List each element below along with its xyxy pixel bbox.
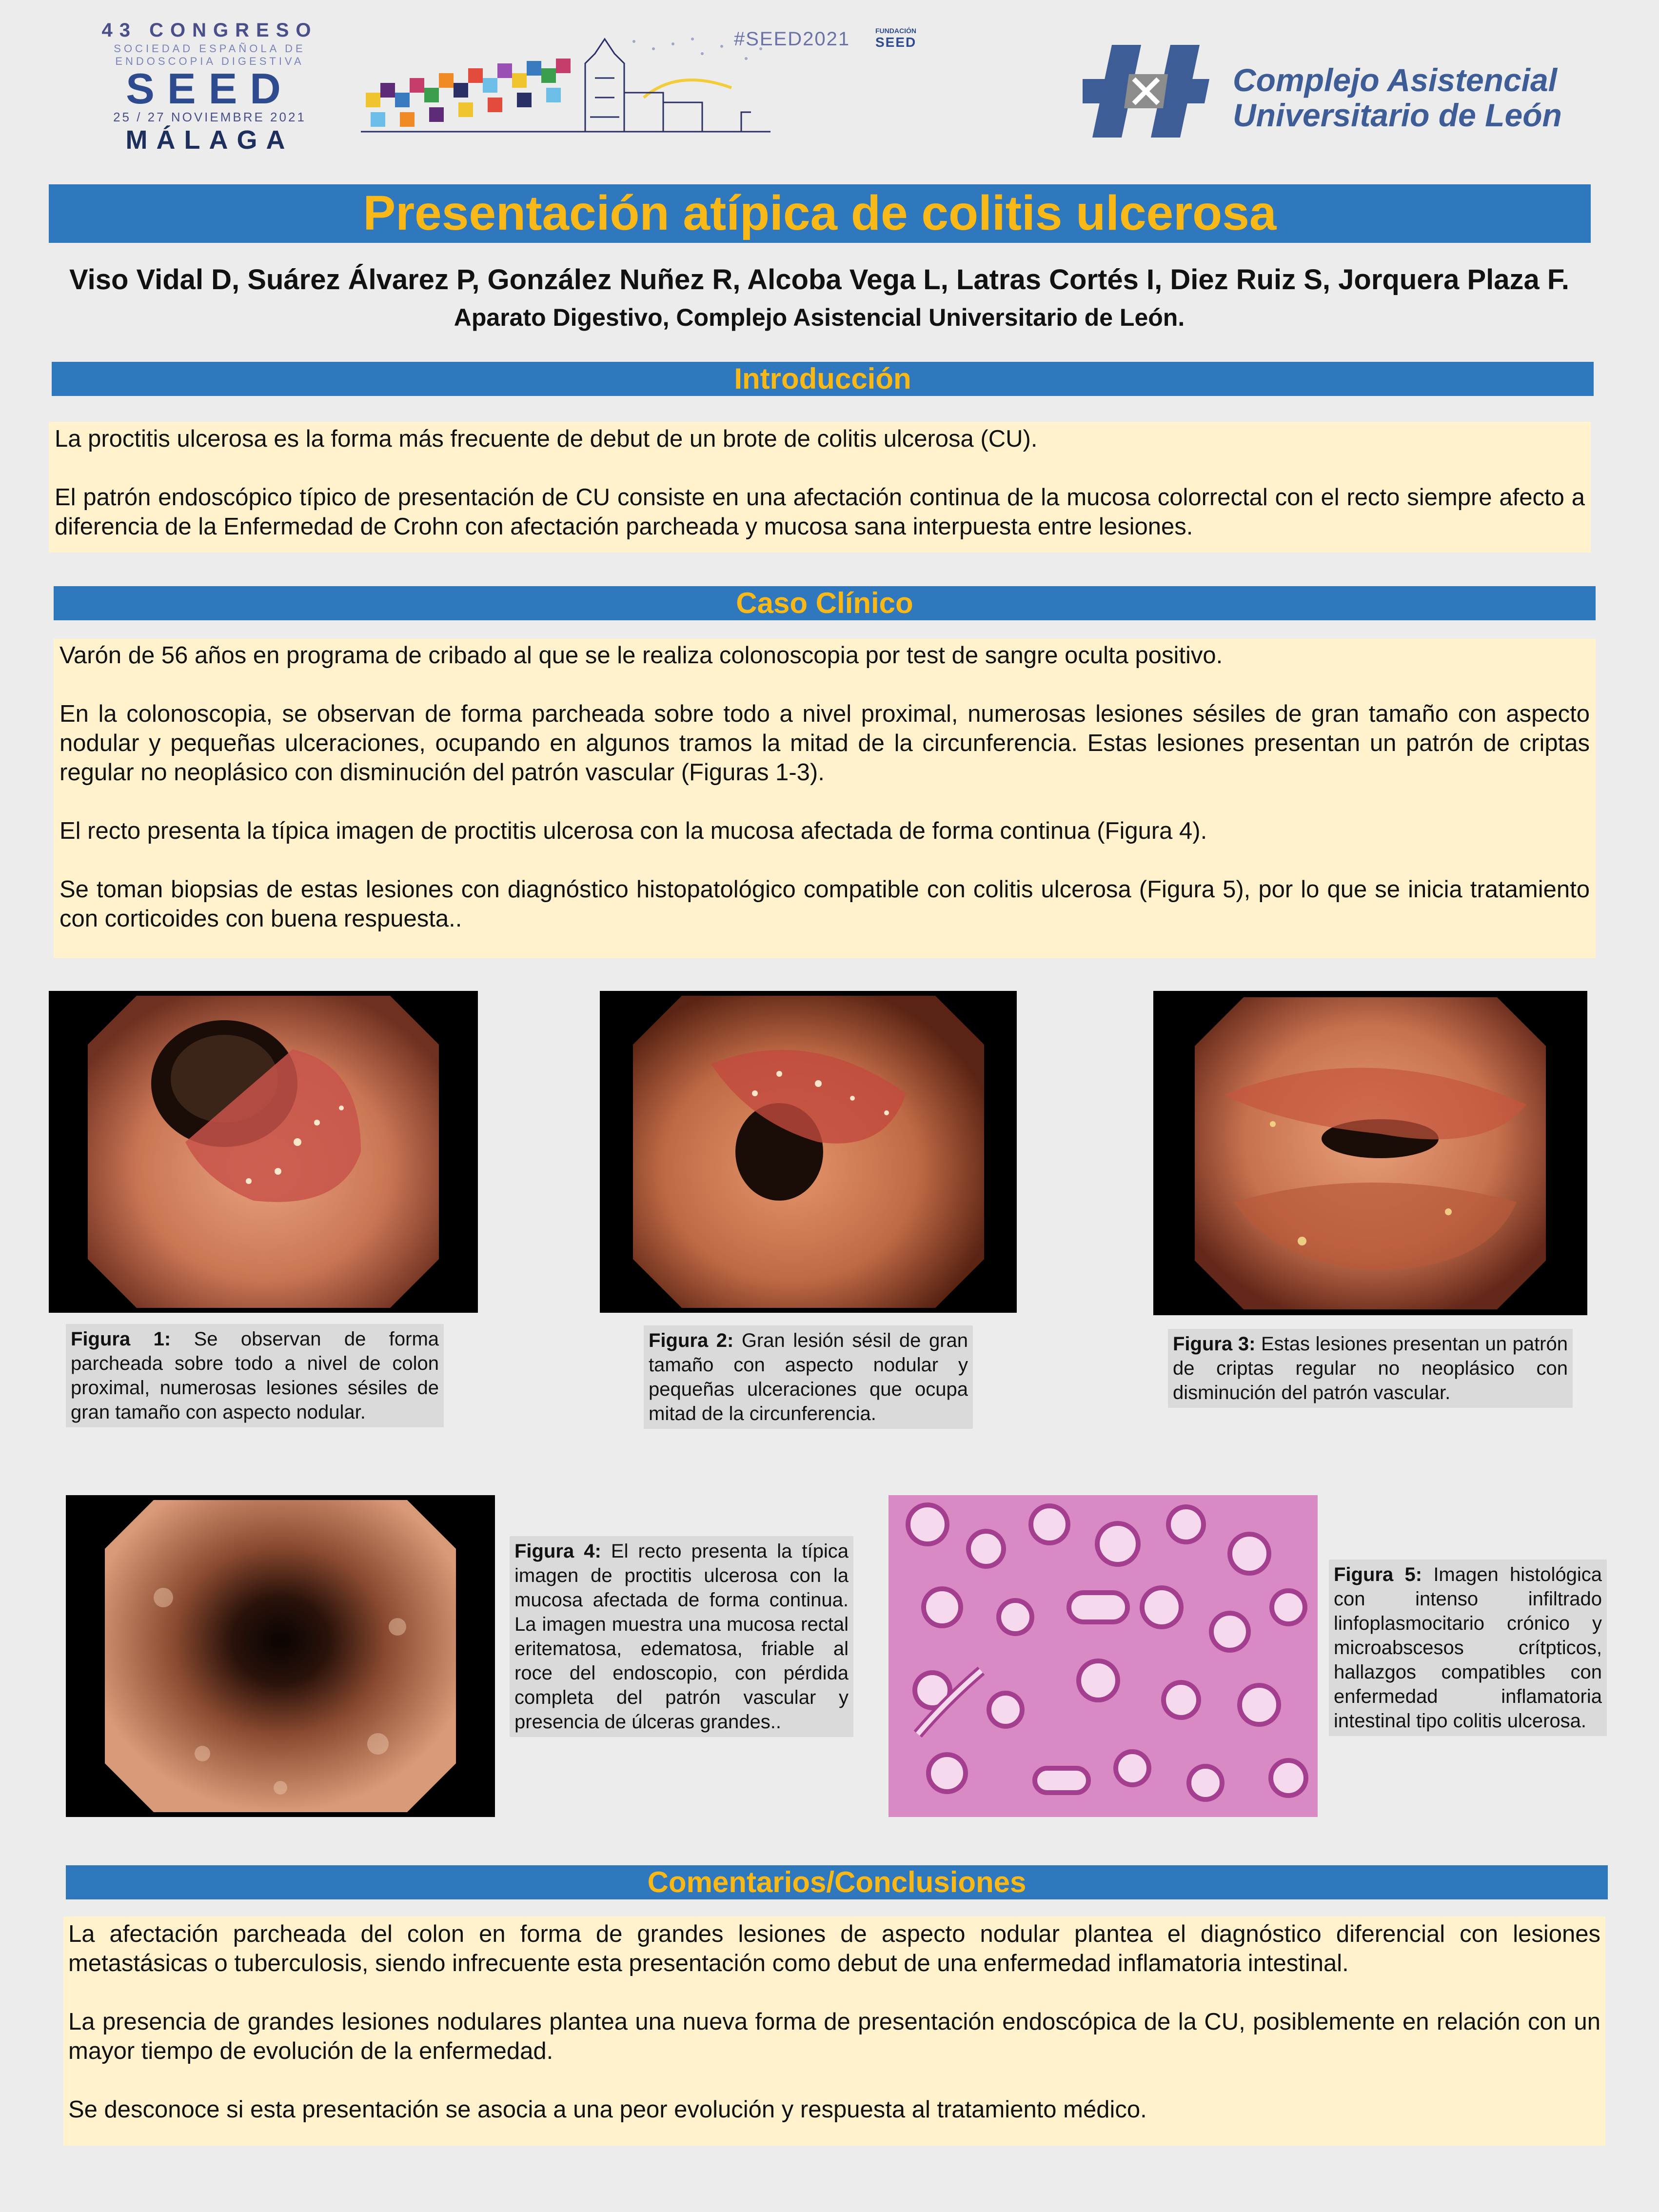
hospital-line1: Complejo Asistencial: [1233, 62, 1558, 98]
figure-1-text: Se observan de forma parcheada sobre todo a nivel de colon proximal, numerosas lesiones sésiles de gran tamaño con aspecto nodular.: [71, 1328, 439, 1423]
intro-heading: Introducción: [52, 362, 1594, 396]
society-line1: SOCIEDAD ESPAÑOLA DE: [114, 42, 306, 55]
hospital-logo-icon: [1083, 45, 1209, 138]
intro-paragraph: El patrón endoscópico típico de presentación de CU consiste en una afectación continua de la mucosa colorrectal con el recto siempre afecto a diferencia de la Enfermedad de Crohn con afectación parcheada y mucosa sana interpuesta entre lesiones.: [55, 484, 1585, 540]
case-text-box: [54, 639, 1596, 958]
figure-2-image: [600, 991, 1017, 1313]
case-paragraph: El recto presenta la típica imagen de proctitis ulcerosa con la mucosa afectada de forma continua (Figura 4).: [59, 818, 1207, 844]
congress-logo: [88, 20, 332, 155]
hospital-name: [1233, 62, 1562, 133]
conclusions-heading: Comentarios/Conclusiones: [66, 1865, 1608, 1899]
figure-3-text: Estas lesiones presentan un patrón de criptas regular no neoplásico con disminución del patrón vascular.: [1173, 1333, 1568, 1403]
affiliation: Aparato Digestivo, Complejo Asistencial Universitario de León.: [454, 304, 1185, 331]
figure-4-label: Figura 4:: [514, 1540, 601, 1562]
intro-text-box: [49, 422, 1591, 553]
case-paragraph: En la colonoscopia, se observan de forma parcheada sobre todo a nivel proximal, numerosas lesiones sésiles de gran tamaño con aspecto nodular y pequeñas ulceraciones, ocupando en algunos tramos la mitad de la circunferencia. Estas lesiones presentan un patrón de criptas regular no neoplásico con disminución del patrón vascular (Figuras 1-3).: [59, 701, 1590, 786]
poster-title: Presentación atípica de colitis ulcerosa: [49, 184, 1591, 243]
conclusions-paragraph: La presencia de grandes lesiones nodulares plantea una nueva forma de presentación endoscópica de la CU, posiblemente en relación con un mayor tiempo de evolución de la enfermedad.: [68, 2009, 1600, 2064]
figure-2-label: Figura 2:: [649, 1330, 734, 1351]
fundacion-seed-logo: [875, 27, 916, 50]
seed-logo-text: SEED: [126, 64, 294, 113]
congress-city: MÁLAGA: [125, 125, 294, 155]
figure-3-image: [1153, 991, 1587, 1315]
figure-4-image: [66, 1495, 495, 1817]
figure-5-image: [889, 1495, 1318, 1817]
society-line2: ENDOSCOPIA DIGESTIVA: [115, 55, 304, 67]
figure-5-caption: [1329, 1560, 1607, 1736]
conclusions-text-box: [63, 1916, 1605, 2146]
figure-1-label: Figura 1:: [71, 1328, 171, 1350]
intro-paragraph: La proctitis ulcerosa es la forma más frecuente de debut de un brote de colitis ulcerosa (CU).: [55, 426, 1038, 452]
figure-5-text: Imagen histológica con intenso infiltrado linfoplasmocitario crónico y microabscesos crítpticos, hallazgos compatibles con enfermedad inflamatoria intestinal tipo colitis ulcerosa.: [1334, 1564, 1602, 1732]
authors: Viso Vidal D, Suárez Álvarez P, González Nuñez R, Alcoba Vega L, Latras Cortés I, Diez Ruiz S, Jorquera Plaza F.: [69, 264, 1570, 296]
figure-4-caption: [510, 1536, 853, 1737]
case-paragraph: Varón de 56 años en programa de cribado al que se le realiza colonoscopia por test de sangre oculta positivo.: [59, 642, 1223, 669]
conclusions-paragraph: La afectación parcheada del colon en forma de grandes lesiones de aspecto nodular plantea el diagnóstico diferencial con lesiones metastásicas o tuberculosis, siendo infrecuente esta presentación como debut de una enfermedad inflamatoria intestinal.: [68, 1921, 1600, 1976]
figure-3-caption: [1168, 1329, 1573, 1408]
figure-3-label: Figura 3:: [1173, 1333, 1256, 1355]
conclusions-paragraph: Se desconoce si esta presentación se asocia a una peor evolución y respuesta al tratamiento médico.: [68, 2096, 1147, 2123]
congress-number: 43 CONGRESO: [101, 20, 318, 41]
case-paragraph: Se toman biopsias de estas lesiones con diagnóstico histopatológico compatible con colitis ulcerosa (Figura 5), por lo que se inicia tratamiento con corticoides con buena respuesta..: [59, 876, 1590, 932]
malaga-illustration: [361, 20, 770, 141]
hashtag: #SEED2021: [734, 28, 850, 50]
figure-2-caption: [644, 1325, 973, 1429]
hospital-line2: Universitario de León: [1233, 97, 1562, 133]
figure-5-label: Figura 5:: [1334, 1564, 1422, 1585]
fundacion-seed-label: SEED: [875, 35, 917, 50]
figure-4-text: El recto presenta la típica imagen de proctitis ulcerosa con la mucosa afectada de forma continua. La imagen muestra una mucosa rectal eritematosa, edematosa, friable al roce del endoscopio, con pérdida completa del patrón vascular y presencia de úlceras grandes..: [514, 1540, 849, 1733]
congress-dates: 25 / 27 NOVIEMBRE 2021: [113, 110, 306, 124]
fundacion-label: FUNDACIÓN: [875, 27, 916, 35]
case-heading: Caso Clínico: [54, 586, 1596, 620]
figure-2-text: Gran lesión sésil de gran tamaño con aspecto nodular y pequeñas ulceraciones que ocupa mitad de la circunferencia.: [649, 1330, 968, 1424]
figure-1-caption: [66, 1324, 444, 1427]
figure-1-image: [49, 991, 478, 1313]
